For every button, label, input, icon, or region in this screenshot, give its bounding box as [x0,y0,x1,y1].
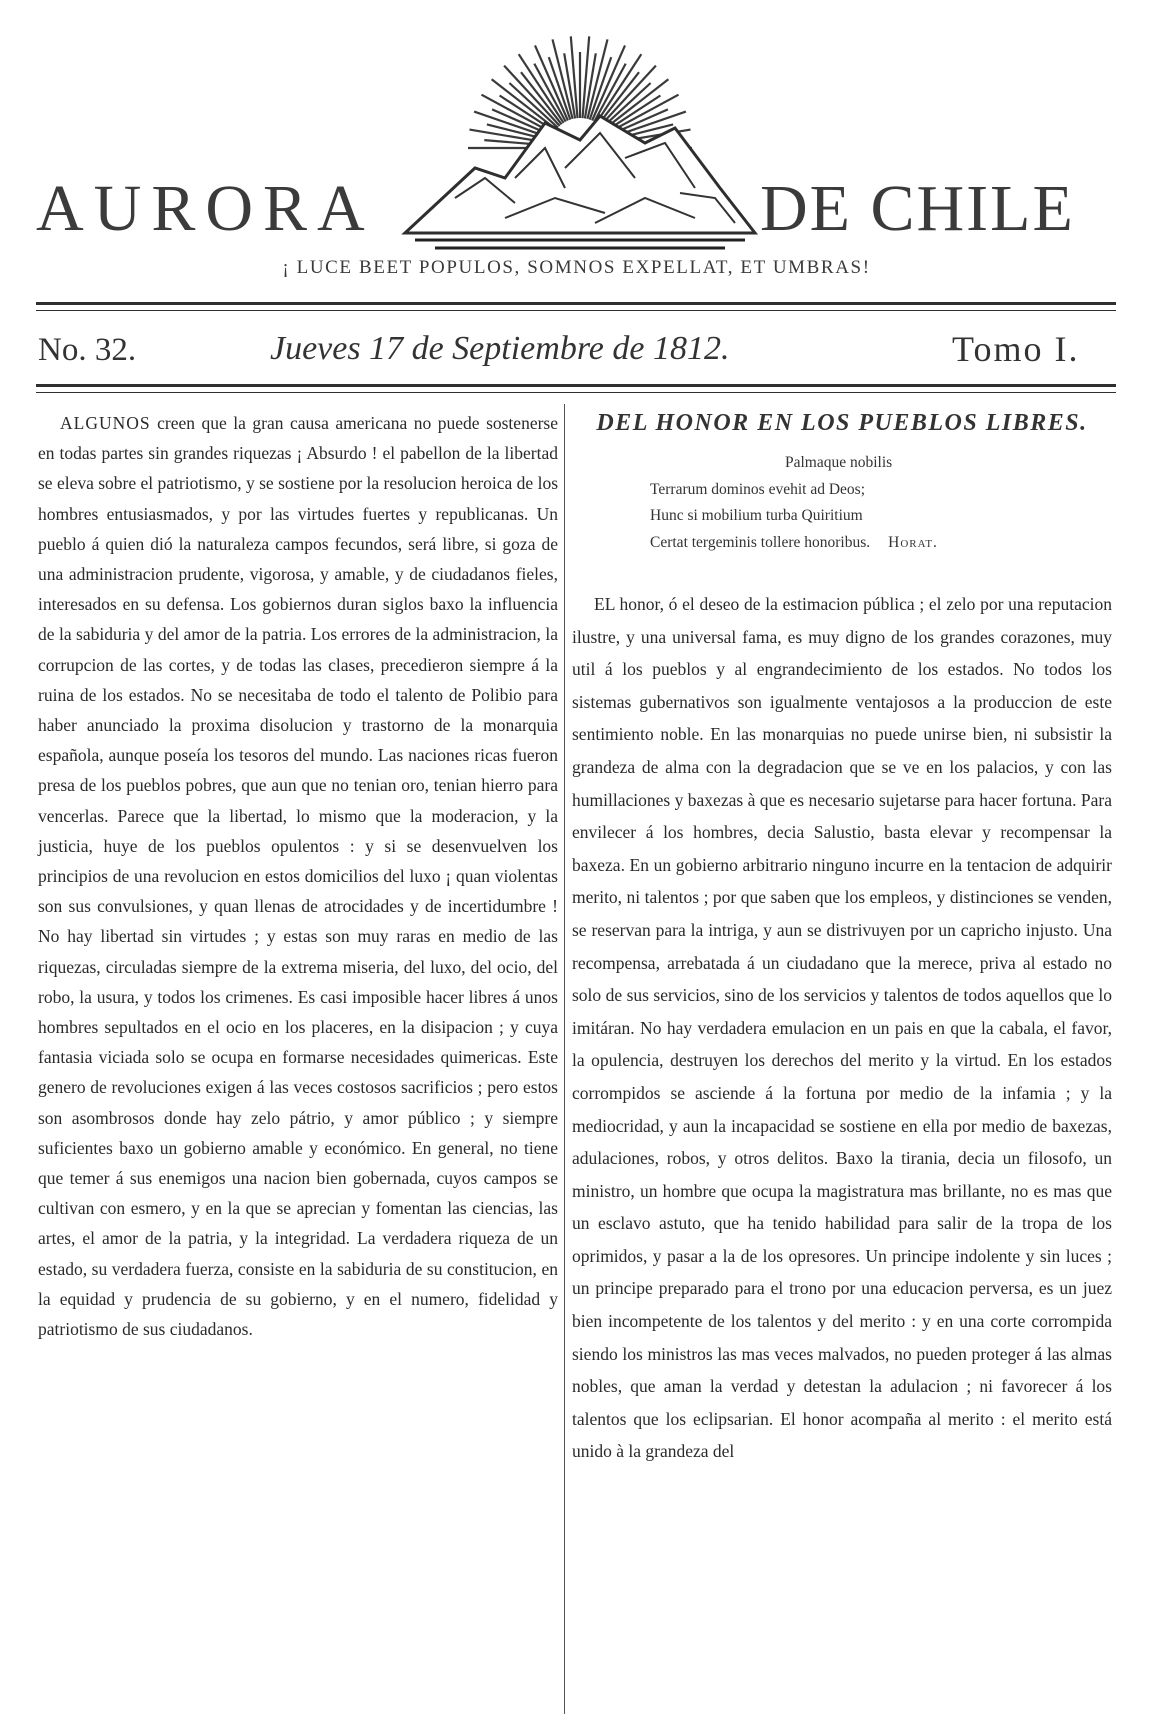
masthead-motto: ¡ LUCE BEET POPULOS, SOMNOS EXPELLAT, ET UMBRAS! [282,257,871,278]
issue-bottom-rule [36,384,1116,387]
top-double-rule [36,302,1116,305]
top-thin-rule [36,310,1116,311]
rising-sun-over-mountains-icon [395,28,765,258]
sun-ray [571,36,578,118]
epigraph-author: Horat. [888,533,938,551]
issue-date: Jueves 17 de Septiembre de 1812. [270,330,730,367]
right-article-body: EL honor, ó el deseo de la estimacion pública ; el zelo por una reputacion ilustre, y una universal fama, es muy digno de los grandes corazones, muy util á los pueblos y al engrandecimiento de los estados. No todos los sistemas gubernativos son igualmente ventajosos a la produccion de este sentimiento noble. En las monarquias no puede unirse bien, ni subsistir la grandeza de alma con la degradacion que se ve en los palacios, y con las humillaciones y baxezas à que es necesario sujetarse para hacer fortuna. Para envilecer á los hombres, decia Salustio, basta elevar y recompensar la baxeza. En un gobierno arbitrario ninguno incurre en la tentacion de adquirir merito, ni talentos ; por que saben que los empleos, y distinciones se venden, se reservan para la intriga, y aun se distrivuyen por un capricho injusto. Una recompensa, arrebatada á un ciudadano que la merece, priva al estado no solo de sus servicios, sino de los servicios y talentos de todos aquellos que lo imitáran. No hay verdadera emulacion en un pais en que la cabala, el favor, la opulencia, destruyen los derechos del merito y la virtud. En los estados corrompidos se asciende á la fortuna por medio de la infamia ; y la mediocridad, y aun la incapacidad se sostiene en ella por medio de baxezas, adulaciones, robos, y otros delitos. Baxo la tirania, decia un filosofo, un ministro, un hombre que ocupa la magistratura mas brillante, no es mas que un esclavo astuto, que ha tenido habilidad para salir de la tropa de los oprimidos, y pasar a la de los opresores. Un principe indolente y sin luces ; un principe preparado para el trono por una educacion perversa, es un juez bien incompetente de los talentos y del merito : y en una corte corrompida siendo los ministros las mas veces malvados, no pueden proteger á las almas nobles, que aman la verdad y detestan la adulacion ; ni favorecer á los talentos que los eclipsarian. El honor acompaña al merito : el merito está unido à la grandeza del [572,594,1112,1462]
right-column [572,408,1112,1468]
issue-info-bar [0,318,1153,378]
epigraph-line-text: Certat tergeminis tollere honoribus. [650,533,871,551]
epigraph-line: Terrarum dominos evehit ad Deos; [650,480,865,498]
sun-ray [583,36,590,118]
issue-bottom-thin-rule [36,392,1116,393]
masthead-title-right: DE CHILE [760,172,1075,245]
article-title: DEL HONOR EN LOS PUEBLOS LIBRES. [596,410,1088,436]
masthead-title-left: AURORA [36,172,375,245]
epigraph [650,450,1112,556]
issue-number: No. 32. [38,332,137,368]
column-divider [564,404,565,1714]
left-column [38,408,558,1344]
epigraph-line-last [650,530,1112,557]
epigraph-line: Palmaque nobilis [785,454,893,471]
epigraph-line: Hunc si mobilium turba Quiritium [650,507,863,524]
left-article-body [38,408,558,1344]
left-article-text: creen que la gran causa americana no puede sostenerse en todas partes sin grandes riquezas ¡ Absurdo ! el pabellon de la libertad se eleva sobre el patriotismo, y se sostiene por la resolucion heroica de los hombres entusiasmados, y por las virtudes fuertes y republicanas. Un pueblo á quien dió la naturaleza campos fecundos, será libre, si goza de una administracion prudente, vigorosa, y amable, y de ciudadanos fieles, interesados en su defensa. Los gobiernos duran siglos baxo la influencia de la sabiduria y del amor de la patria. Los errores de la administracion, la corrupcion de las cortes, y de todas las clases, precedieron siempre á la ruina de los estados. No se necesitaba de todo el talento de Polibio para haber anunciado la proxima disolucion y trastorno de la monarquia española, aunque poseía los tesoros del mundo. Las naciones ricas fueron presa de los pueblos pobres, que aun que no tenian oro, tenian hierro para vencerlas. Parece que la libertad, lo mismo que la moderacion, y la justicia, huye de los pueblos opulentos : y si se desenvuelven los principios de una revolucion en estos domicilios del luxo ¡ quan violentas son sus convulsiones, y quan llenas de atrocidades y de incertidumbre ! No hay libertad sin virtudes ; y estas son muy raras en medio de las riquezas, circuladas siempre de la extrema miseria, del luxo, del ocio, del robo, la usura, y todos los crimenes. Es casi imposible hacer libres á unos hombres sepultados en el ocio en los placeres, en la disipacion ; y cuya fantasia viciada solo se ocupa en formarse necesidades quimericas. Este genero de revoluciones exigen á las veces costosos sacrificios ; pero estos son asombrosos donde hay zelo pátrio, y amor público ; y siempre suficientes baxo un gobierno amable y económico. En general, no tiene que temer á sus enemigos una nacion bien gobernada, cuyos campos se cultivan con esmero, y en la que se aprecian y fomentan las ciencias, las artes, el amor de la patria, y la integridad. La verdadera riqueza de un estado, su verdadera fuerza, consiste en la sabiduria de su constitucion, en la equidad y prudencia de su gobierno, y en el numero, fidelidad y patriotismo de sus ciudadanos. [38,413,558,1340]
masthead [0,0,1153,300]
left-lead-word: ALGUNOS [60,413,151,433]
issue-volume: Tomo I. [952,329,1080,369]
